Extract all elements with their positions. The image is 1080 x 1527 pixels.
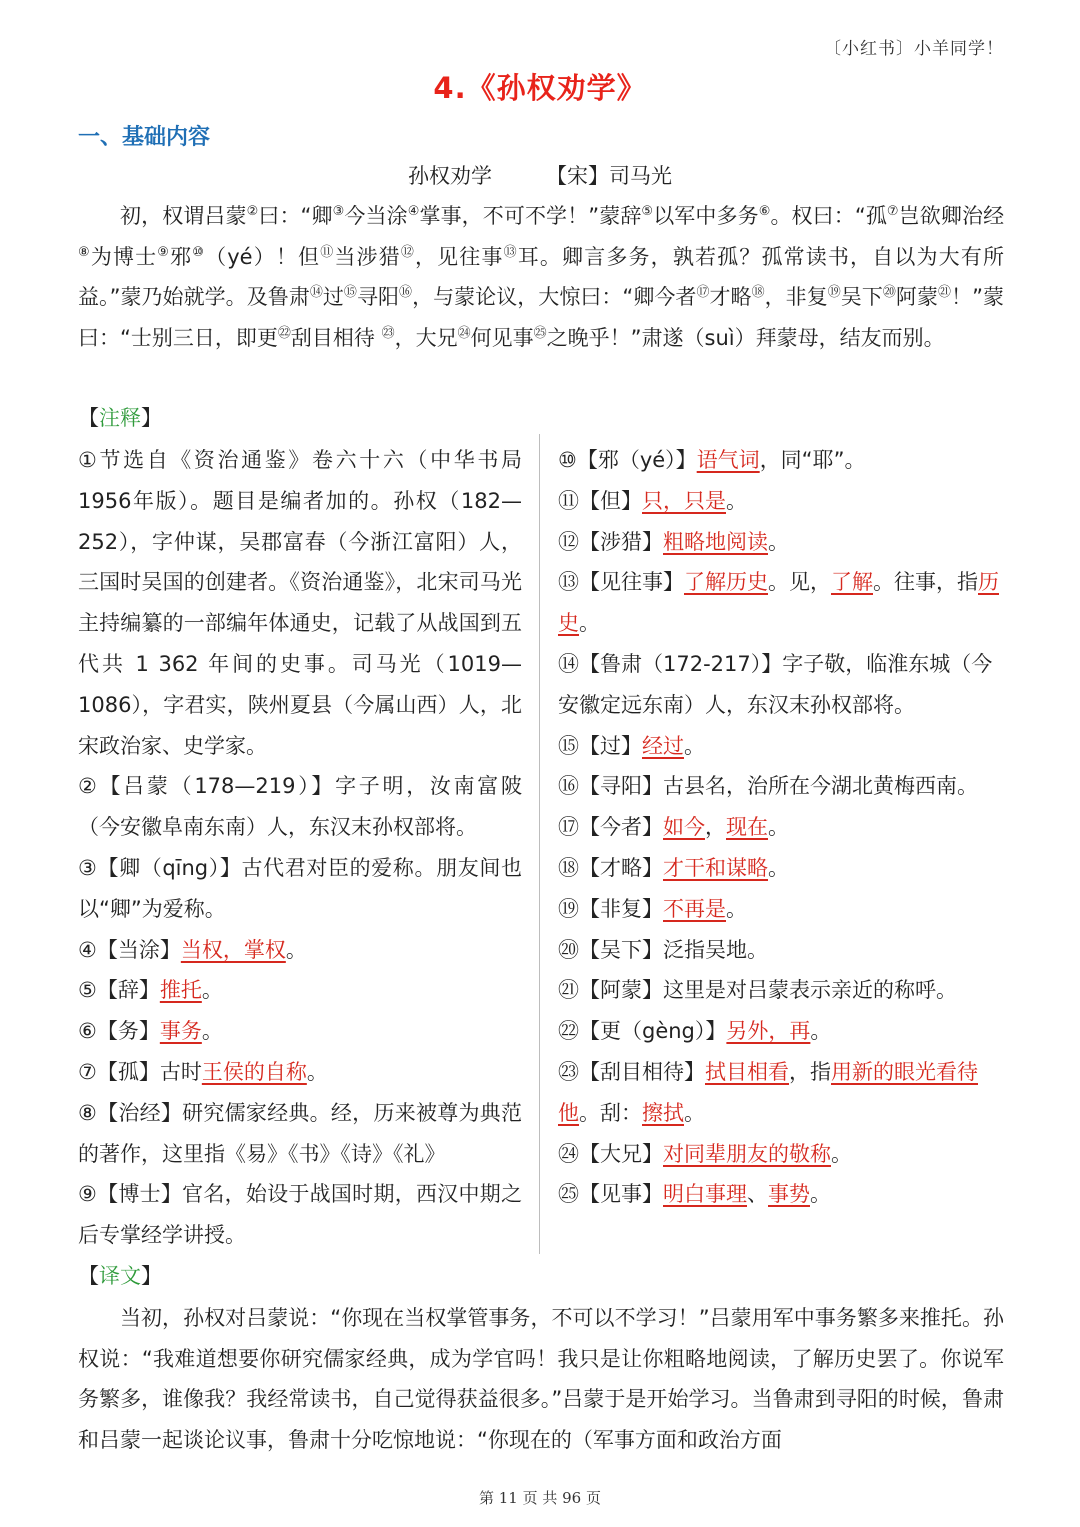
note-text: ⑦【孤】古时	[78, 1059, 202, 1084]
note-text: ⑤【辞】	[78, 978, 160, 1003]
passage-text: 耳。卿言多务，孰若孤？孤常读书，自以为大有所益。”蒙乃始就学。及鲁肃	[78, 244, 1004, 309]
note-text: ⑱【才略】	[558, 855, 663, 880]
note-entry	[558, 440, 1006, 481]
note-marker: ㉕	[533, 325, 547, 341]
note-entry	[78, 1093, 522, 1175]
note-text: ⑳【吴下】泛指吴地。	[558, 937, 768, 962]
notes-label: 注释	[99, 406, 141, 430]
passage-text: 初，权谓吕蒙	[120, 204, 247, 228]
page-footer: 第 11 页 共 96 页	[478, 1489, 601, 1507]
note-definition-highlight: 语气词	[696, 448, 760, 472]
note-text: ⑧【治经】研究儒家经典。经，历来被尊为典范的著作，这里指《易》《书》《诗》《礼》	[78, 1100, 522, 1166]
note-marker: ⑬	[503, 244, 518, 260]
column-divider	[539, 434, 540, 1254]
bracket-open: 【	[78, 406, 99, 430]
note-text: ㉔【大兄】	[558, 1141, 663, 1166]
note-marker: ⑥	[758, 204, 771, 219]
note-entry	[558, 1052, 1006, 1134]
note-entry	[558, 930, 1006, 971]
passage-text: 当涉猎	[334, 244, 401, 269]
note-definition-highlight: 如今	[663, 815, 705, 840]
passage-text: ，与蒙论议，大惊曰：“卿今者	[412, 285, 697, 309]
translation-heading	[78, 1260, 162, 1290]
note-text: ⑭【鲁肃（172-217）】字子敬，临淮东城（今安徽定远东南）人，东汉末孙权部将。	[558, 651, 993, 717]
passage-text: 掌事，不可不学！”蒙辞	[419, 204, 642, 228]
note-marker: ④	[407, 204, 420, 219]
note-text: ，指	[789, 1059, 831, 1084]
note-entry	[558, 766, 1006, 807]
passage-text: 以军中多务	[653, 204, 759, 228]
note-definition-highlight: 推托	[159, 978, 202, 1003]
note-entry	[558, 481, 1006, 522]
note-text: ④【当涂】	[78, 937, 181, 962]
note-definition-highlight: 明白事理	[663, 1182, 747, 1207]
note-text: 。	[285, 937, 307, 962]
note-definition-highlight: 历史	[558, 570, 999, 636]
note-marker: ⑪	[320, 244, 335, 260]
note-entry	[78, 1052, 522, 1093]
note-definition-highlight: 了解历史	[684, 570, 768, 595]
passage-text: ，见往事	[414, 244, 504, 269]
note-definition-highlight: 对同辈朋友的敬称	[663, 1141, 831, 1166]
note-definition-highlight: 拭目相看	[705, 1059, 789, 1084]
note-marker: ⑱	[751, 285, 765, 300]
note-marker: ⑮	[343, 285, 357, 300]
note-marker: ⑲	[827, 285, 841, 300]
note-entry	[78, 440, 522, 766]
page-title: 4.《孙权劝学》	[433, 71, 647, 105]
note-text: 。见，	[768, 570, 831, 595]
note-entry	[558, 970, 1006, 1011]
watermark: 〔小红书〕小羊同学！	[824, 39, 1004, 59]
note-text: ，同“耶”。	[759, 448, 866, 472]
note-marker: ㉓	[381, 325, 395, 341]
note-definition-highlight: 当权，掌权	[180, 937, 286, 962]
note-definition-highlight: 不再是	[663, 896, 726, 921]
note-entry	[558, 1011, 1006, 1052]
passage-text: ，非复	[764, 285, 828, 309]
note-text: 。	[726, 896, 747, 921]
classical-passage	[78, 196, 1004, 358]
note-text: ㉒【更（gèng）】	[558, 1019, 727, 1044]
passage-text: ！”蒙曰：“士别三日，即更	[78, 285, 1004, 350]
note-definition-highlight: 粗略地阅读	[663, 529, 768, 554]
note-text: ㉑【阿蒙】这里是对吕蒙表示亲近的称呼。	[558, 978, 957, 1003]
passage-text: ，大兄	[394, 325, 458, 350]
note-definition-highlight: 另外，再	[726, 1019, 811, 1044]
passage-text: 曰：“卿	[258, 204, 333, 228]
note-text: ⑬【见往事】	[558, 570, 684, 595]
note-entry	[78, 1011, 522, 1052]
passage-text: 。权曰：“孤	[770, 204, 887, 228]
note-definition-highlight: 才干和谋略	[663, 855, 768, 880]
note-text: 。	[579, 611, 600, 636]
passage-text: 之晚乎！”肃遂（suì）拜蒙母，结友而别。	[546, 325, 945, 350]
note-entry	[558, 644, 1006, 726]
note-text: 。	[201, 1019, 223, 1044]
note-definition-highlight: 事势	[768, 1182, 810, 1207]
passage-text: 岂欲卿治经	[898, 204, 1005, 228]
note-marker: ⑦	[886, 204, 899, 219]
note-definition-highlight: 只，只是	[642, 488, 726, 513]
passage-text: 何见事	[470, 325, 534, 350]
note-marker: ⑯	[399, 285, 413, 300]
note-marker: ⑤	[641, 204, 654, 219]
note-text: 。刮：	[579, 1100, 642, 1125]
notes-left-column	[78, 440, 522, 1256]
text-name: 孙权劝学	[408, 164, 492, 188]
note-text: 。	[726, 488, 747, 513]
note-text: 。往事，指	[873, 570, 978, 595]
note-text: ⑩【邪（yé）】	[558, 448, 697, 472]
note-marker: ⑧	[78, 244, 91, 260]
note-entry	[558, 522, 1006, 563]
note-text: ③【卿（qīng）】古代君对臣的爱称。朋友间也以“卿”为爱称。	[78, 855, 522, 921]
note-marker: ㉑	[937, 285, 952, 300]
note-entry	[78, 848, 522, 930]
note-definition-highlight: 了解	[831, 570, 873, 595]
passage-text: 刮目相待	[290, 325, 382, 350]
translation-label: 译文	[99, 1264, 141, 1288]
note-definition-highlight: 事务	[159, 1019, 202, 1044]
passage-text: 寻阳	[356, 285, 400, 309]
note-text: ㉕【见事】	[558, 1182, 663, 1207]
note-definition-highlight: 现在	[726, 815, 768, 840]
notes-right-column	[558, 440, 1006, 1215]
note-text: ⑨【博士】官名，始设于战国时期，西汉中期之后专掌经学讲授。	[78, 1182, 522, 1248]
note-text: 。	[768, 855, 789, 880]
note-entry	[558, 889, 1006, 930]
passage-text: 邪	[170, 244, 193, 269]
note-text: ㉓【刮目相待】	[558, 1059, 705, 1084]
note-text: 。	[831, 1141, 852, 1166]
note-text: 。	[684, 733, 705, 758]
passage-text: 为博士	[90, 244, 158, 269]
note-marker: ㉔	[457, 325, 471, 341]
note-entry	[78, 1174, 522, 1256]
note-text: ①节选自《资治通鉴》卷六十六（中华书局1956年版）。题目是编者加的。孙权（182—252），字仲谋，吴郡富春（今浙江富阳）人，三国时吴国的创建者。《资治通鉴》，北宋司马光主持编纂的一部编年体通史，记载了从战国到五代共 1 362 年间的史事。司马光（1019—1086），字君实，陕州夏县（今属山西）人，北宋政治家、史学家。	[78, 448, 522, 758]
note-marker: ⑭	[309, 285, 323, 300]
note-text: ⑫【涉猎】	[558, 529, 663, 554]
note-text: ⑯【寻阳】古县名，治所在今湖北黄梅西南。	[558, 774, 978, 799]
note-marker: ⑩	[192, 244, 206, 260]
note-definition-highlight: 王侯的自称	[201, 1059, 307, 1084]
note-marker: ⑳	[882, 285, 896, 300]
note-text: 。	[306, 1059, 328, 1084]
note-text: 。	[684, 1100, 705, 1125]
note-entry	[558, 807, 1006, 848]
note-definition-highlight: 擦拭	[642, 1100, 684, 1125]
note-marker: ⑫	[400, 244, 415, 260]
bracket-open: 【	[78, 1264, 99, 1288]
text-subtitle	[0, 160, 1080, 190]
note-entry	[558, 562, 1006, 644]
note-text: 。	[768, 815, 789, 840]
note-entry	[558, 848, 1006, 889]
note-text: 。	[810, 1019, 832, 1044]
bracket-close: 】	[141, 1264, 162, 1288]
note-marker: ②	[246, 204, 259, 219]
note-entry	[558, 1174, 1006, 1215]
note-entry	[78, 930, 522, 971]
note-text: 、	[747, 1182, 768, 1207]
note-definition-highlight: 经过	[642, 733, 684, 758]
text-author: 【宋】司马光	[546, 164, 672, 188]
note-text: ⑮【过】	[558, 733, 642, 758]
bracket-close: 】	[141, 406, 162, 430]
note-entry	[78, 970, 522, 1011]
note-text: 。	[201, 978, 223, 1003]
passage-text: 才略	[709, 285, 752, 309]
note-marker: ㉒	[277, 325, 291, 341]
passage-text: 吴下	[840, 285, 883, 309]
note-text: ⑥【务】	[78, 1019, 160, 1044]
note-text: ⑪【但】	[558, 488, 642, 513]
notes-heading	[78, 402, 162, 432]
note-text: ②【吕蒙（178—219）】字子明，汝南富陂（今安徽阜南东南）人，东汉末孙权部将。	[78, 774, 522, 840]
note-text: ⑲【非复】	[558, 896, 663, 921]
note-text: 。	[768, 529, 789, 554]
note-marker: ⑨	[157, 244, 171, 260]
note-entry	[558, 1134, 1006, 1175]
translation-paragraph: 当初，孙权对吕蒙说：“你现在当权掌管事务，不可以不学习！”吕蒙用军中事务繁多来推托。孙权说：“我难道想要你研究儒家经典，成为学官吗！我只是让你粗略地阅读，了解历史罢了。你说军务繁多，谁像我？我经常读书，自己觉得获益很多。”吕蒙于是开始学习。当鲁肃到寻阳的时候，鲁肃和吕蒙一起谈论议事，鲁肃十分吃惊地说：“你现在的（军事方面和政治方面	[78, 1306, 1004, 1452]
section-heading-basic: 一、基础内容	[78, 125, 211, 150]
note-marker: ⑰	[696, 285, 710, 300]
passage-text: 今当涂	[344, 204, 408, 228]
note-text: ，	[705, 815, 726, 840]
note-entry	[558, 726, 1006, 767]
note-text: ⑰【今者】	[558, 815, 663, 840]
passage-text: （yé）！但	[205, 244, 321, 269]
passage-text: 阿蒙	[895, 285, 938, 309]
note-text: 。	[810, 1182, 831, 1207]
note-marker: ③	[332, 204, 345, 219]
note-entry	[78, 766, 522, 848]
note-definition-highlight: 用新的眼光看待他	[558, 1059, 978, 1125]
passage-text: 过	[322, 285, 344, 309]
